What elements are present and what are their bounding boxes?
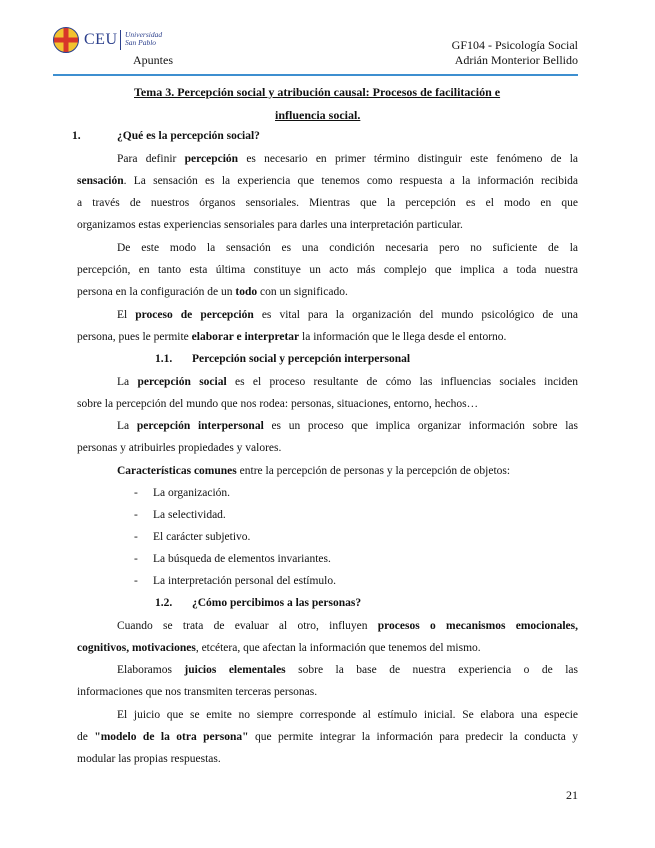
subsection-heading: ¿Cómo percibimos a las personas? bbox=[192, 597, 362, 609]
subsection-number: 1.2. bbox=[155, 597, 173, 609]
list-bullet: - bbox=[134, 575, 138, 587]
course-code: GF104 - Psicología Social bbox=[451, 38, 578, 52]
subsection-number: 1.1. bbox=[155, 353, 173, 365]
paragraph-line: El proceso de percepción es vital para la organización del mundo psicológico de una bbox=[117, 309, 578, 321]
header-left-label: Apuntes bbox=[133, 53, 173, 67]
paragraph-line: Para definir percepción es necesario en primer término distinguir este fenómeno de la bbox=[117, 153, 579, 165]
list-item: La búsqueda de elementos invariantes. bbox=[153, 553, 331, 565]
chapter-title-line2: influencia social. bbox=[275, 108, 361, 122]
paragraph-line: modular las propias respuestas. bbox=[77, 753, 221, 765]
paragraph-line: cognitivos, motivaciones, etcétera, que afectan la información que tenemos del mismo. bbox=[77, 642, 481, 654]
ceu-emblem-icon bbox=[53, 27, 79, 53]
list-item: La organización. bbox=[153, 487, 231, 499]
list-item: La selectividad. bbox=[153, 509, 226, 521]
header-course-info bbox=[452, 38, 578, 68]
list-bullet: - bbox=[134, 487, 138, 499]
paragraph-line: informaciones que nos transmiten terceras personas. bbox=[77, 686, 318, 698]
paragraph-line: La percepción social es el proceso resultante de cómo las influencias sociales inciden bbox=[117, 376, 578, 388]
paragraph-line: personas y atribuirles propiedades y valores. bbox=[77, 442, 282, 454]
list-bullet: - bbox=[134, 509, 138, 521]
paragraph-line: Cuando se trata de evaluar al otro, influyen procesos o mecanismos emocionales, bbox=[117, 620, 579, 632]
paragraph-line: La percepción interpersonal es un proceso que implica organizar información sobre las bbox=[117, 420, 578, 432]
paragraph-line: persona en la configuración de un todo con un significado. bbox=[77, 286, 348, 298]
paragraph-line: de "modelo de la otra persona" que permite integrar la información para predecir la conducta y bbox=[77, 731, 579, 743]
logo-text: CEU bbox=[84, 31, 118, 48]
header-rule bbox=[53, 74, 578, 76]
list-item: La interpretación personal del estímulo. bbox=[153, 575, 336, 587]
paragraph-line: persona, pues le permite elaborar e interpretar la información que le llega desde el entorno. bbox=[77, 331, 507, 343]
logo-subtitle: Universidad San Pablo bbox=[125, 30, 163, 47]
paragraph-line: sobre la percepción del mundo que nos rodea: personas, situaciones, entorno, hechos… bbox=[77, 398, 479, 410]
paragraph-line: percepción, en tanto esta última constituye un acto más complejo que implica a toda nuestra bbox=[77, 264, 578, 276]
paragraph-line: El juicio que se emite no siempre corresponde al estímulo inicial. Se elabora una especie bbox=[117, 709, 578, 721]
paragraph-line: Elaboramos juicios elementales sobre la base de nuestra experiencia o de las bbox=[117, 664, 578, 676]
paragraph-line: sensación. La sensación es la experiencia que tenemos como respuesta a la información recibida bbox=[77, 175, 578, 187]
paragraph-line: De este modo la sensación es una condición necesaria pero no suficiente de la bbox=[117, 242, 578, 254]
list-bullet: - bbox=[134, 553, 138, 565]
logo-divider bbox=[120, 30, 121, 50]
paragraph-line: organizamos estas experiencias sensoriales para darles una interpretación particular. bbox=[77, 219, 463, 231]
list-item: El carácter subjetivo. bbox=[153, 531, 251, 543]
chapter-title-line1: Tema 3. Percepción social y atribución causal: Procesos de facilitación e bbox=[134, 85, 501, 99]
list-bullet: - bbox=[134, 531, 138, 543]
subsection-heading: Percepción social y percepción interpersonal bbox=[192, 353, 411, 365]
author-name: Adrián Monterior Bellido bbox=[454, 53, 578, 67]
paragraph-line: a través de nuestros órganos sensoriales. Mientras que la percepción es el modo en que bbox=[77, 197, 578, 209]
page-number: 21 bbox=[566, 788, 578, 802]
section-heading: ¿Qué es la percepción social? bbox=[117, 130, 260, 142]
section-number: 1. bbox=[72, 130, 81, 142]
paragraph-line: Características comunes entre la percepción de personas y la percepción de objetos: bbox=[117, 465, 511, 477]
